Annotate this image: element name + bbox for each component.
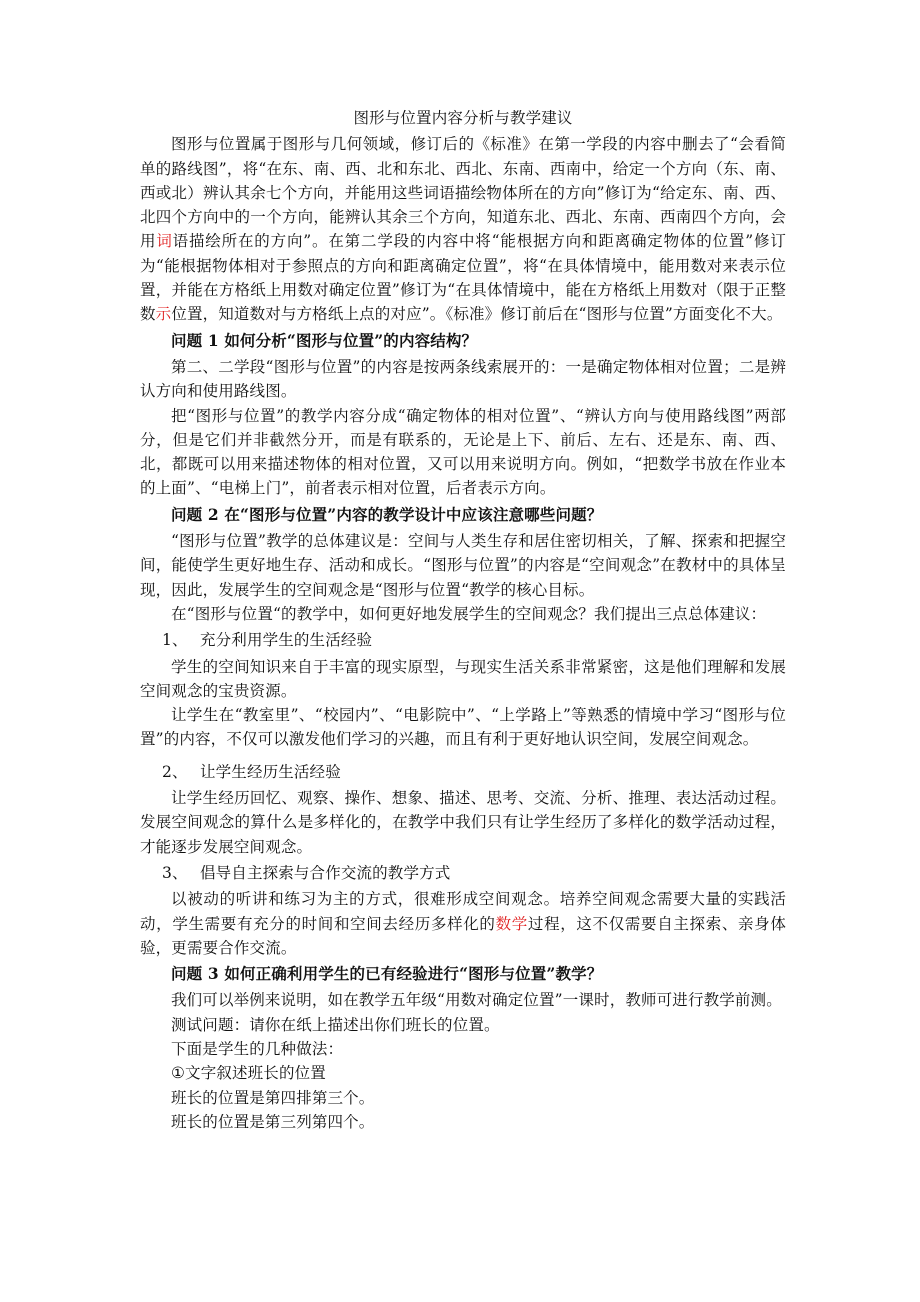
q3-paragraph-2: 测试问题：请你在纸上描述出你们班长的位置。: [171, 1015, 500, 1034]
circled-one-marker: ①: [171, 1064, 186, 1083]
q1-paragraph-2: 把“图形与位置”的教学内容分成“确定物体的相对位置”、“辨认方向与使用路线图”两部分，但是它们并非截然分开，而是有联系的，无论是上下、前后、左右、还是东、南、西、北，都既可以用来描述物体的相对位置，又可以用来说明方向。例如，“把数学书放在作业本的上面”、“电梯上门”，前者表示相对位置，后者表示方向。: [140, 406, 786, 498]
q3-paragraph-1: 我们可以举例来说明，如在教学五年级“用数对确定位置”一课时，教师可进行教学前测。: [171, 991, 782, 1010]
suggestion-1-paragraph-1: 学生的空间知识来自于丰富的现实原型，与现实生活关系非常紧密，这是他们理解和发展空间观念的宝贵资源。: [140, 657, 786, 700]
suggestion-2-number: 2、: [162, 762, 188, 781]
q3-paragraph-5: 班长的位置是第四排第三个。: [171, 1088, 375, 1107]
document-body: [140, 106, 786, 1134]
suggestion-2: [140, 760, 786, 784]
intro-text-2: 语描绘所在的方向”。在第二学段的内容中将“能根据方向和距离确定物体的位置”修订为“能根据物体相对于参照点的方向和距离确定位置”，将“在具体情境中，能用数对来表示位置，并能在方格纸上用数对确定位置”修订为“在具体情境中，能在方格纸上用数对（限于正整数: [140, 232, 786, 324]
suggestion-3-text-b: 过程，这不仅需要自主探索、亲身体验，更需要合作交流。: [140, 914, 786, 957]
q1-paragraph-1: 第二、二学段“图形与位置”的内容是按两条线索展开的：一是确定物体相对位置；二是辨认方向和使用路线图。: [140, 357, 786, 401]
suggestion-1-text: 充分利用学生的生活经验: [200, 631, 373, 650]
q3-paragraph-4-text: 文字叙述班长的位置: [185, 1064, 326, 1083]
q3-paragraph-3: 下面是学生的几种做法：: [171, 1039, 344, 1058]
q3-paragraph-6: 班长的位置是第三列第四个。: [171, 1112, 375, 1131]
intro-text-1: 图形与位置属于图形与几何领域，修订后的《标准》在第一学段的内容中删去了“会看简单的路线图”，将“在东、南、西、北和东北、西北、东南、西南中，给定一个方向（东、南、西或北）辨认其余七个方向，并能用这些词语描绘物体所在的方向”修订为“给定东、南、西、北四个方向中的一个方向，能辨认其余三个方向，知道东北、西北、东南、西南四个方向，会用: [140, 135, 786, 251]
intro-highlight-1: 词: [156, 232, 173, 251]
question-3-heading: 问题 3 如何正确利用学生的已有经验进行“图形与位置”教学？: [171, 964, 603, 984]
question-2-heading: 问题 2 在“图形与位置”内容的教学设计中应该注意哪些问题？: [171, 504, 603, 524]
q2-paragraph-1: “图形与位置”教学的总体建议是：空间与人类生存和居住密切相关，了解、探索和把握空间，能使学生更好地生存、活动和成长。“图形与位置”的内容是“空间观念”在教材中的具体呈现，因此，发展学生的空间观念是“图形与位置“教学的核心目标。: [140, 532, 786, 599]
suggestion-1-number: 1、: [162, 631, 188, 650]
suggestion-3-text: 倡导自主探索与合作交流的教学方式: [200, 863, 451, 882]
intro-highlight-2: 示: [155, 305, 172, 324]
suggestion-3-paragraph: [140, 887, 786, 960]
suggestion-1: [140, 628, 786, 652]
suggestion-2-paragraph: 让学生经历回忆、观察、操作、想象、描述、思考、交流、分析、推理、表达活动过程。发展空间观念的算什么是多样化的，在教学中我们只有让学生经历了多样化的数学活动过程，才能逐步发展空间观念。: [140, 789, 786, 856]
q2-paragraph-2: 在“图形与位置“的教学中，如何更好地发展学生的空间观念？我们提出三点总体建议：: [171, 604, 767, 623]
question-1-heading: 问题 1 如何分析“图形与位置”的内容结构？: [171, 330, 478, 350]
suggestion-3-number: 3、: [162, 863, 188, 882]
suggestion-2-text: 让学生经历生活经验: [200, 762, 341, 781]
suggestion-3: [140, 861, 786, 885]
q3-paragraph-4: [140, 1061, 786, 1085]
document-title: 图形与位置内容分析与教学建议: [353, 109, 573, 127]
suggestion-3-highlight: 数学: [495, 914, 528, 933]
suggestion-3-text-a: 以被动的听讲和练习为主的方式，很难形成空间观念。培养空间观念需要大量的实践活动，学生需要有充分的时间和空间去经历多样化的: [140, 890, 786, 933]
intro-paragraph: [140, 132, 786, 326]
intro-text-3: 位置，知道数对与方格纸上点的对应”。《标准》修订前后在“图形与位置”方面变化不大。: [171, 305, 783, 324]
suggestion-1-paragraph-2: 让学生在“教室里”、“校园内”、“电影院中”、“上学路上”等熟悉的情境中学习“图形与位置”的内容，不仅可以激发他们学习的兴趣，而且有利于更好地认识空间，发展空间观念。: [140, 706, 786, 749]
